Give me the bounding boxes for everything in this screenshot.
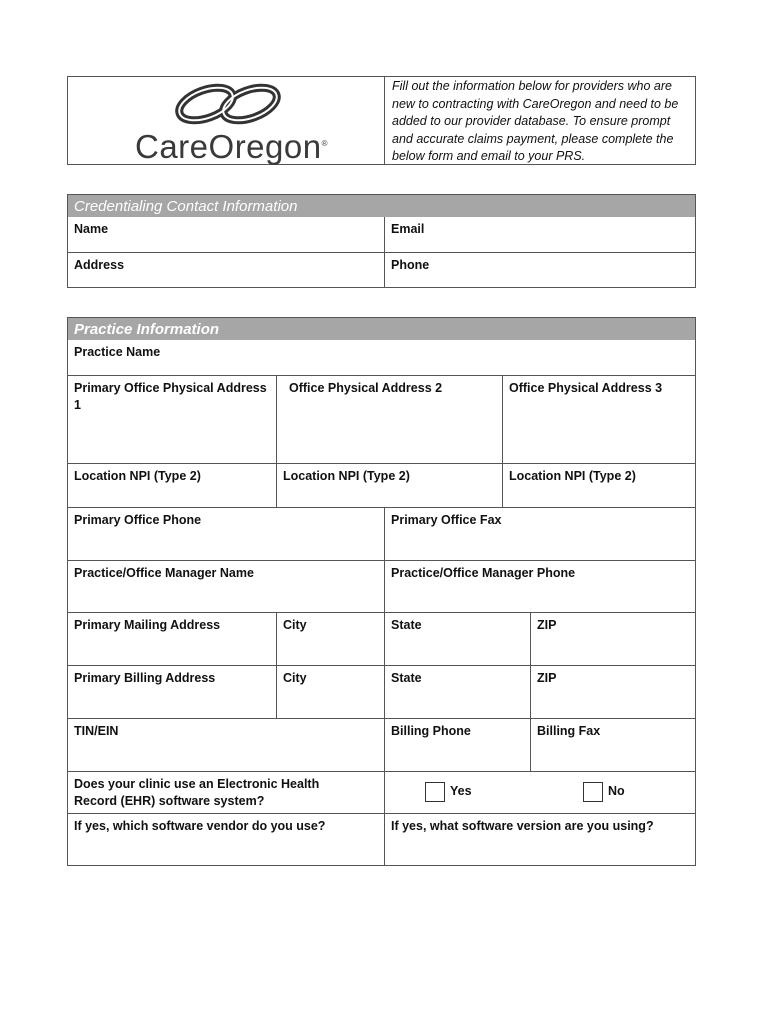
name-field[interactable]: Name [74, 222, 109, 236]
location-npi-3-field[interactable]: Location NPI (Type 2) [509, 469, 636, 483]
office-address-2-field[interactable]: Office Physical Address 2 [289, 381, 443, 395]
ehr-yes-checkbox[interactable] [425, 782, 445, 802]
intro-text: Fill out the information below for providers who are new to contracting with CareOregon and need to be added to our provider database. To ensure prompt and accurate claims payment, please complete the below form and email to your PRS. [392, 79, 679, 163]
office-address-1-field[interactable]: Primary Office Physical Address 1 [74, 381, 267, 412]
billing-zip-field[interactable]: ZIP [537, 671, 557, 685]
careoregon-logo-icon [170, 78, 290, 130]
ehr-no-checkbox[interactable] [583, 782, 603, 802]
mailing-state-field[interactable]: State [391, 618, 422, 632]
practice-section-title: Practice Information [68, 318, 695, 340]
logo-text: CareOregon [135, 128, 322, 165]
logo-wordmark [135, 128, 328, 166]
mailing-zip-field[interactable]: ZIP [537, 618, 557, 632]
email-field[interactable]: Email [391, 222, 425, 236]
ehr-question: Does your clinic use an Electronic Health Record (EHR) software system? [74, 777, 320, 808]
registered-mark: ® [321, 139, 329, 148]
software-version-field[interactable]: If yes, what software version are you using? [391, 819, 654, 833]
mailing-address-field[interactable]: Primary Mailing Address [74, 618, 221, 632]
manager-name-field[interactable]: Practice/Office Manager Name [74, 566, 254, 580]
header-divider [384, 76, 385, 165]
billing-address-field[interactable]: Primary Billing Address [74, 671, 216, 685]
address-field[interactable]: Address [74, 258, 125, 272]
phone-field[interactable]: Phone [391, 258, 430, 272]
billing-fax-field[interactable]: Billing Fax [537, 724, 601, 738]
ehr-yes-label: Yes [450, 784, 472, 798]
ehr-no-label: No [608, 784, 625, 798]
billing-state-field[interactable]: State [391, 671, 422, 685]
primary-office-phone-field[interactable]: Primary Office Phone [74, 513, 202, 527]
billing-city-field[interactable]: City [283, 671, 307, 685]
manager-phone-field[interactable]: Practice/Office Manager Phone [391, 566, 576, 580]
primary-office-fax-field[interactable]: Primary Office Fax [391, 513, 502, 527]
credentialing-section-title: Credentialing Contact Information [68, 195, 695, 217]
tin-ein-field[interactable]: TIN/EIN [74, 724, 119, 738]
mailing-city-field[interactable]: City [283, 618, 307, 632]
location-npi-1-field[interactable]: Location NPI (Type 2) [74, 469, 201, 483]
office-address-3-field[interactable]: Office Physical Address 3 [509, 381, 663, 395]
billing-phone-field[interactable]: Billing Phone [391, 724, 471, 738]
location-npi-2-field[interactable]: Location NPI (Type 2) [283, 469, 410, 483]
software-vendor-field[interactable]: If yes, which software vendor do you use? [74, 819, 326, 833]
practice-name-field[interactable]: Practice Name [74, 345, 161, 359]
